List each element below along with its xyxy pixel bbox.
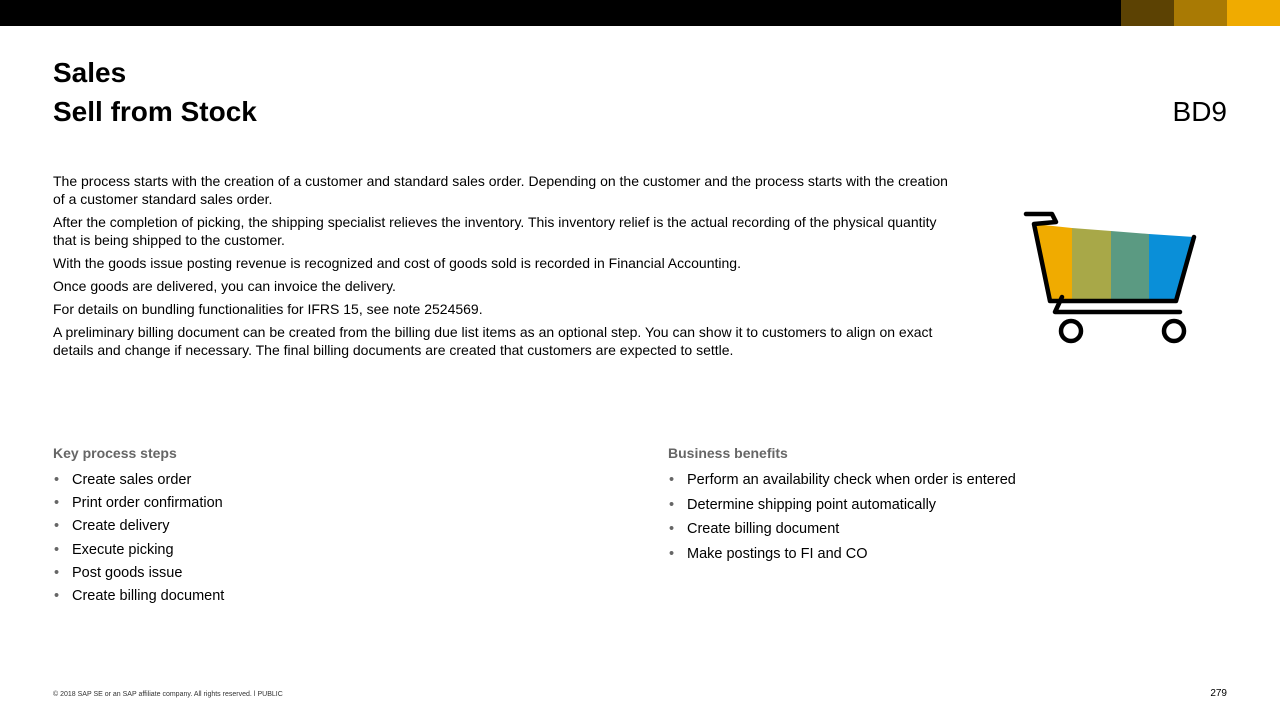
list-item-label: Create sales order [72,472,192,488]
copyright-notice: © 2018 SAP SE or an SAP affiliate company. All rights reserved. ǀ PUBLIC [53,691,283,698]
list-item-label: Print order confirmation [72,495,223,512]
list-item [53,517,613,535]
section-heading: Business benefits [668,445,788,461]
bullet-icon: • [54,518,60,535]
bullet-icon: • [54,541,60,558]
key-process-steps-section [53,444,613,610]
list-item-label: Create billing document [687,521,840,537]
bullet-icon: • [669,472,675,488]
list-item [53,564,613,582]
cart-stripe-3 [1111,231,1149,301]
scope-item-code: BD9 [1172,96,1227,127]
bullet-icon: • [669,496,675,513]
cart-stripe-1 [1034,224,1072,301]
page-number: 279 [1210,688,1227,699]
list-item [668,520,1228,538]
process-steps-list [53,471,613,605]
benefits-list [668,471,1228,563]
page-title: Sales [53,57,127,88]
bullet-icon: • [54,587,60,604]
top-bar [0,0,1280,26]
bullet-icon: • [54,564,60,581]
accent-block-dark [1121,0,1174,26]
list-item-label: Execute picking [72,541,174,558]
bullet-icon: • [54,472,60,488]
bullet-icon: • [54,495,60,512]
business-benefits-section [668,444,1228,569]
section-heading: Key process steps [53,445,177,461]
list-item [668,545,1228,563]
list-item [53,587,613,605]
list-item-label: Post goods issue [72,564,183,581]
list-item-label: Determine shipping point automatically [687,496,937,513]
list-item [53,494,613,512]
accent-block-light [1227,0,1280,26]
list-item-label: Create delivery [72,518,170,535]
description-paragraph: After the completion of picking, the shipping specialist relieves the inventory. This inventory relief is the actual recording of the physical quantity that is being shipped to the customer. [53,214,937,248]
list-item [53,471,613,489]
cart-wheel-right [1164,321,1184,341]
description-paragraph: For details on bundling functionalities for IFRS 15, see note 2524569. [53,301,483,317]
bullet-icon: • [669,545,675,562]
cart-stripe-2 [1072,228,1111,301]
accent-block-medium [1174,0,1227,26]
page-subtitle: Sell from Stock [53,96,257,127]
shopping-cart-icon [1020,206,1198,350]
description-paragraph: Once goods are delivered, you can invoice the delivery. [53,278,396,294]
list-item-label: Perform an availability check when order is entered [687,472,1016,488]
list-item [53,541,613,559]
list-item [668,496,1228,514]
list-item-label: Create billing document [72,587,225,604]
description-paragraph: With the goods issue posting revenue is recognized and cost of goods sold is recorded in Financial Accounting. [53,255,741,271]
list-item-label: Make postings to FI and CO [687,545,868,562]
bullet-icon: • [669,521,675,537]
description-paragraph: A preliminary billing document can be created from the billing due list items as an optional step. You can show it to customers to align on exact details and change if necessary. The final billing documents are created that customers are expected to settle. [53,324,933,358]
list-item [668,471,1228,489]
description-paragraph: The process starts with the creation of a customer and standard sales order. Depending on the customer and the process starts with the creation of a customer standard sales order. [53,173,948,207]
process-description [53,172,963,364]
cart-wheel-left [1061,321,1081,341]
